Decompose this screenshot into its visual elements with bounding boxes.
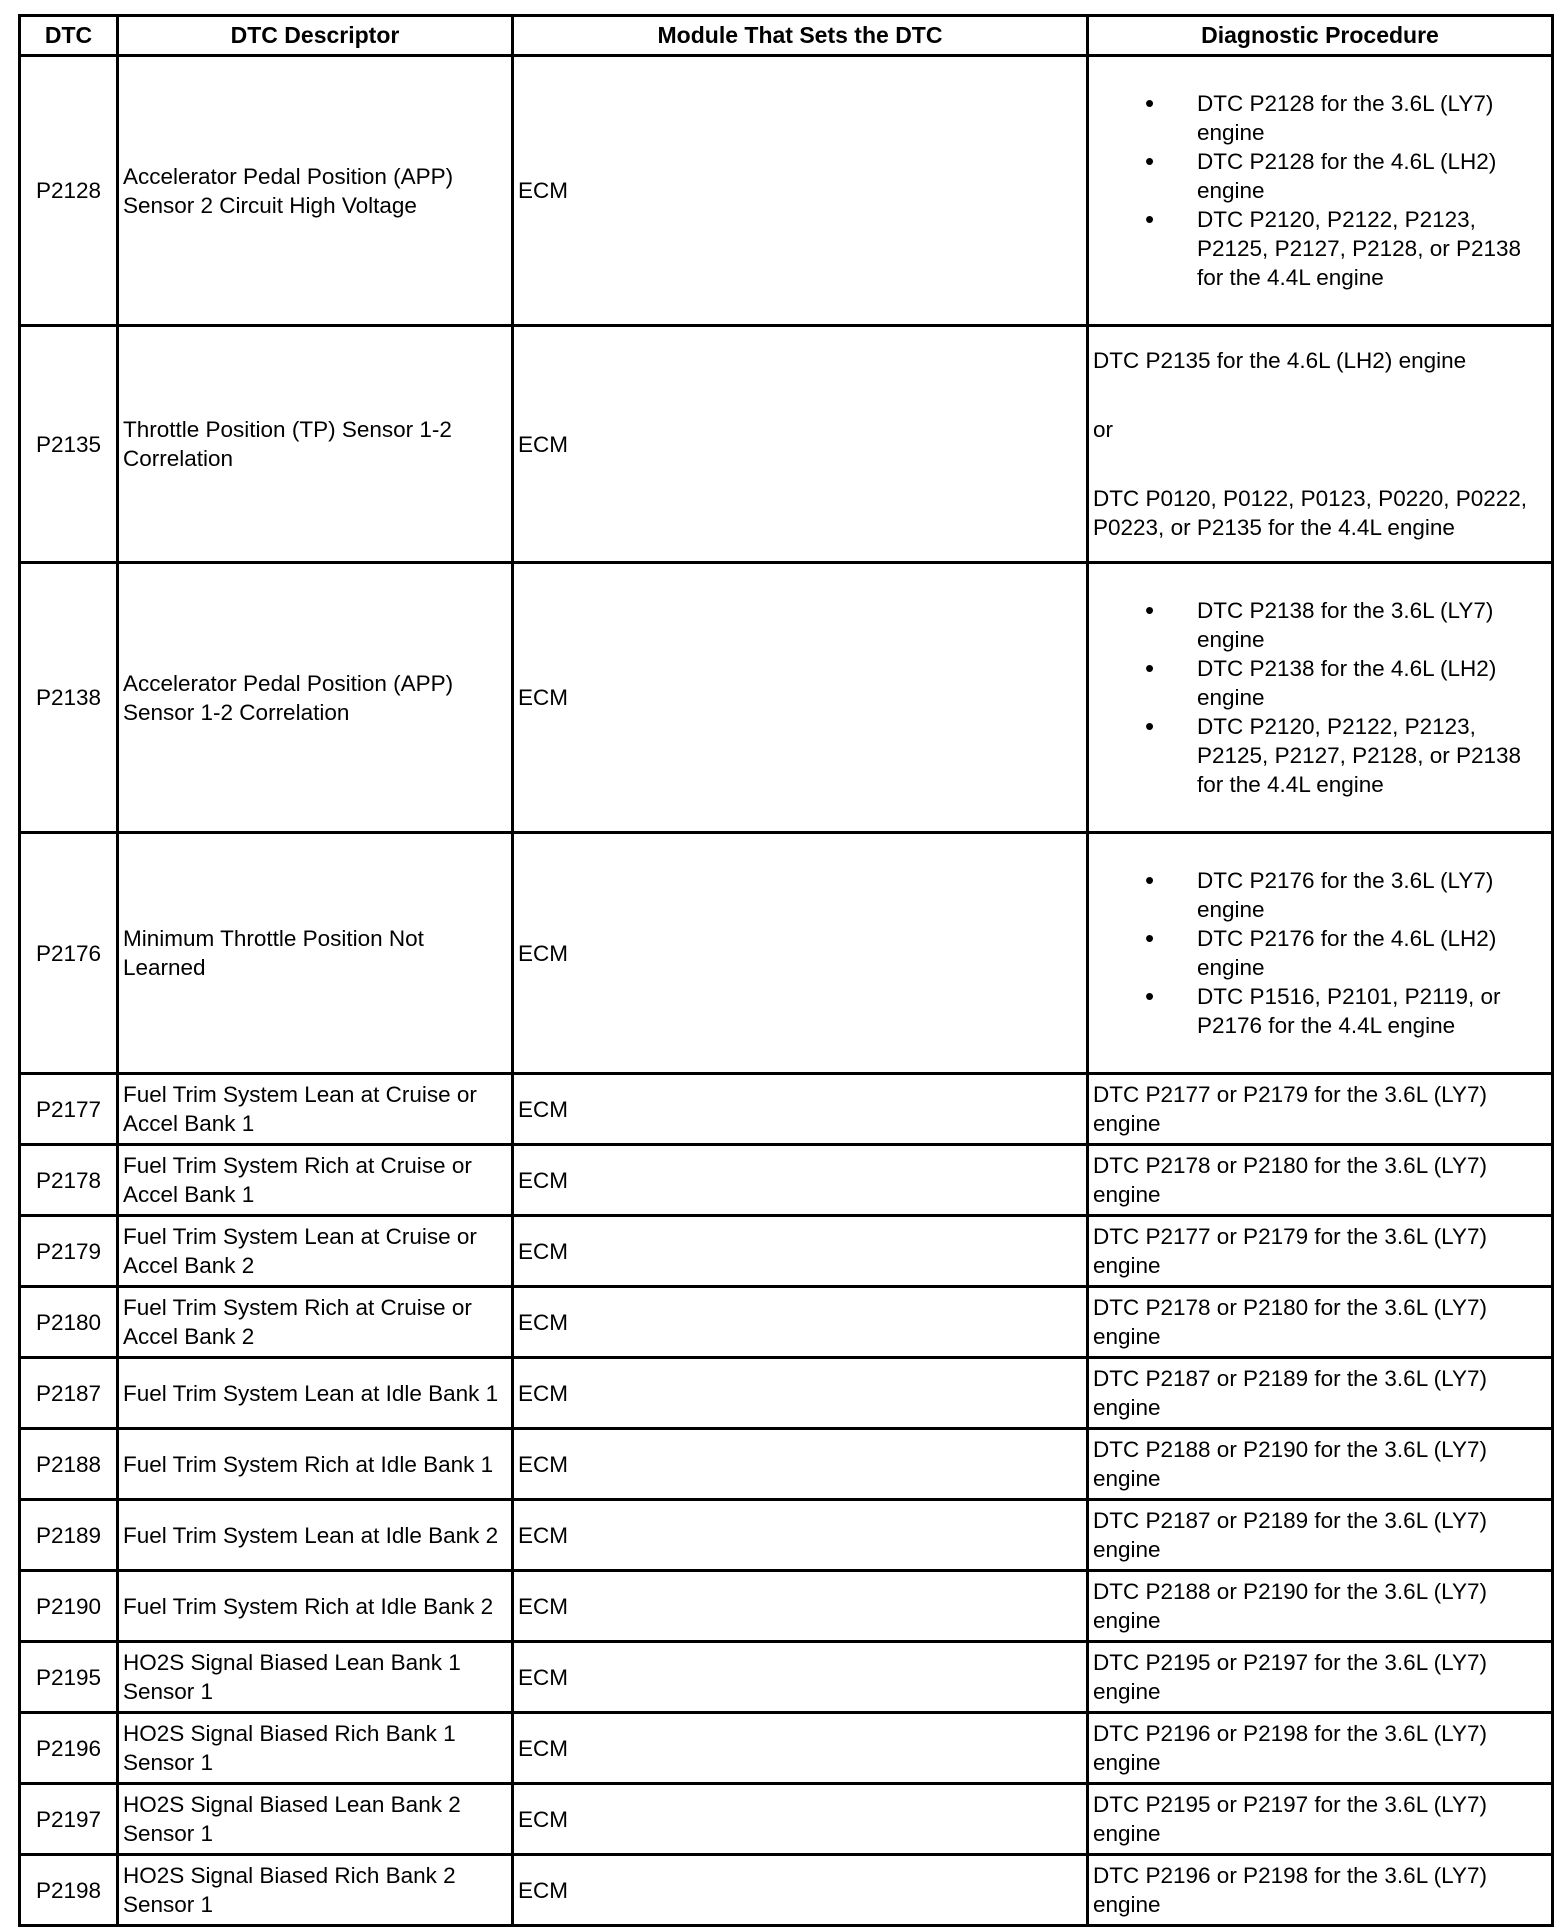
- dtc-descriptor: HO2S Signal Biased Lean Bank 2 Sensor 1: [118, 1784, 513, 1855]
- dtc-code: P2178: [20, 1145, 118, 1216]
- dtc-descriptor: Minimum Throttle Position Not Learned: [118, 833, 513, 1074]
- procedure-list: [1093, 866, 1547, 1040]
- procedure-line: DTC P2135 for the 4.6L (LH2) engine: [1093, 348, 1467, 373]
- header-descriptor: DTC Descriptor: [118, 16, 513, 56]
- table-row: [20, 1713, 1553, 1784]
- header-procedure: Diagnostic Procedure: [1088, 16, 1553, 56]
- dtc-code: P2128: [20, 56, 118, 326]
- dtc-descriptor: Fuel Trim System Rich at Idle Bank 2: [118, 1571, 513, 1642]
- dtc-module: ECM: [513, 1713, 1088, 1784]
- diagnostic-procedure: [1088, 563, 1553, 833]
- dtc-module: ECM: [513, 1642, 1088, 1713]
- table-row: [20, 1571, 1553, 1642]
- header-row: [20, 16, 1553, 56]
- dtc-module: ECM: [513, 1216, 1088, 1287]
- procedure-item: • DTC P2128 for the 4.6L (LH2) engine: [1093, 147, 1547, 205]
- dtc-code: P2177: [20, 1074, 118, 1145]
- dtc-code: P2135: [20, 326, 118, 563]
- dtc-module: ECM: [513, 1145, 1088, 1216]
- diagnostic-procedure: [1088, 56, 1553, 326]
- table-row: [20, 1500, 1553, 1571]
- diagnostic-procedure: DTC P2188 or P2190 for the 3.6L (LY7) engine: [1088, 1429, 1553, 1500]
- dtc-module: ECM: [513, 1429, 1088, 1500]
- dtc-module: ECM: [513, 1500, 1088, 1571]
- dtc-descriptor: Accelerator Pedal Position (APP) Sensor 2 Circuit High Voltage: [118, 56, 513, 326]
- dtc-descriptor: Throttle Position (TP) Sensor 1-2 Correlation: [118, 326, 513, 563]
- procedure-item: • DTC P2138 for the 4.6L (LH2) engine: [1093, 654, 1547, 712]
- diagnostic-procedure: DTC P2178 or P2180 for the 3.6L (LY7) engine: [1088, 1145, 1553, 1216]
- procedure-list: [1093, 596, 1547, 799]
- table-row: [20, 1429, 1553, 1500]
- table-row: [20, 1784, 1553, 1855]
- table-row: [20, 1642, 1553, 1713]
- table-row: [20, 833, 1553, 1074]
- dtc-module: ECM: [513, 1287, 1088, 1358]
- dtc-module: ECM: [513, 833, 1088, 1074]
- procedure-item: • DTC P2176 for the 3.6L (LY7) engine: [1093, 866, 1547, 924]
- diagnostic-procedure: DTC P2188 or P2190 for the 3.6L (LY7) engine: [1088, 1571, 1553, 1642]
- dtc-table: [18, 14, 1554, 1927]
- procedure-item: • DTC P2176 for the 4.6L (LH2) engine: [1093, 924, 1547, 982]
- dtc-descriptor: Fuel Trim System Rich at Cruise or Accel Bank 2: [118, 1287, 513, 1358]
- dtc-code: P2197: [20, 1784, 118, 1855]
- dtc-descriptor: Accelerator Pedal Position (APP) Sensor 1-2 Correlation: [118, 563, 513, 833]
- dtc-code: P2188: [20, 1429, 118, 1500]
- dtc-descriptor: Fuel Trim System Lean at Idle Bank 1: [118, 1358, 513, 1429]
- dtc-descriptor: HO2S Signal Biased Rich Bank 1 Sensor 1: [118, 1713, 513, 1784]
- dtc-descriptor: Fuel Trim System Rich at Idle Bank 1: [118, 1429, 513, 1500]
- diagnostic-procedure: DTC P2196 or P2198 for the 3.6L (LY7) engine: [1088, 1855, 1553, 1926]
- table-row: [20, 56, 1553, 326]
- dtc-module: ECM: [513, 1358, 1088, 1429]
- dtc-descriptor: HO2S Signal Biased Rich Bank 2 Sensor 1: [118, 1855, 513, 1926]
- diagnostic-procedure: [1088, 326, 1553, 563]
- table-row: [20, 1145, 1553, 1216]
- diagnostic-procedure: DTC P2196 or P2198 for the 3.6L (LY7) engine: [1088, 1713, 1553, 1784]
- dtc-module: ECM: [513, 563, 1088, 833]
- dtc-module: ECM: [513, 1784, 1088, 1855]
- dtc-module: ECM: [513, 1855, 1088, 1926]
- procedure-list: [1093, 89, 1547, 292]
- dtc-code: P2138: [20, 563, 118, 833]
- dtc-code: P2196: [20, 1713, 118, 1784]
- procedure-item: • DTC P1516, P2101, P2119, or P2176 for the 4.4L engine: [1093, 982, 1547, 1040]
- header-module: Module That Sets the DTC: [513, 16, 1088, 56]
- dtc-code: P2180: [20, 1287, 118, 1358]
- procedure-item: • DTC P2128 for the 3.6L (LY7) engine: [1093, 89, 1547, 147]
- dtc-descriptor: Fuel Trim System Lean at Cruise or Accel Bank 1: [118, 1074, 513, 1145]
- dtc-module: ECM: [513, 326, 1088, 563]
- procedure-item: • DTC P2120, P2122, P2123, P2125, P2127, P2128, or P2138 for the 4.4L engine: [1093, 712, 1547, 799]
- diagnostic-procedure: DTC P2177 or P2179 for the 3.6L (LY7) engine: [1088, 1074, 1553, 1145]
- diagnostic-procedure: DTC P2177 or P2179 for the 3.6L (LY7) engine: [1088, 1216, 1553, 1287]
- table-row: [20, 563, 1553, 833]
- diagnostic-procedure: DTC P2187 or P2189 for the 3.6L (LY7) engine: [1088, 1358, 1553, 1429]
- diagnostic-procedure: DTC P2195 or P2197 for the 3.6L (LY7) engine: [1088, 1642, 1553, 1713]
- diagnostic-procedure: [1088, 833, 1553, 1074]
- dtc-module: ECM: [513, 1571, 1088, 1642]
- dtc-descriptor: Fuel Trim System Lean at Idle Bank 2: [118, 1500, 513, 1571]
- dtc-descriptor: HO2S Signal Biased Lean Bank 1 Sensor 1: [118, 1642, 513, 1713]
- dtc-code: P2198: [20, 1855, 118, 1926]
- dtc-code: P2195: [20, 1642, 118, 1713]
- dtc-module: ECM: [513, 1074, 1088, 1145]
- dtc-descriptor: Fuel Trim System Rich at Cruise or Accel Bank 1: [118, 1145, 513, 1216]
- dtc-module: ECM: [513, 56, 1088, 326]
- table-row: [20, 1287, 1553, 1358]
- diagnostic-procedure: DTC P2195 or P2197 for the 3.6L (LY7) engine: [1088, 1784, 1553, 1855]
- table-row: [20, 1216, 1553, 1287]
- table-row: [20, 326, 1553, 563]
- dtc-code: P2176: [20, 833, 118, 1074]
- dtc-code: P2190: [20, 1571, 118, 1642]
- procedure-or: or: [1093, 417, 1114, 442]
- diagnostic-procedure: DTC P2178 or P2180 for the 3.6L (LY7) engine: [1088, 1287, 1553, 1358]
- dtc-descriptor: Fuel Trim System Lean at Cruise or Accel Bank 2: [118, 1216, 513, 1287]
- diagnostic-procedure: DTC P2187 or P2189 for the 3.6L (LY7) engine: [1088, 1500, 1553, 1571]
- table-row: [20, 1074, 1553, 1145]
- dtc-code: P2187: [20, 1358, 118, 1429]
- table-row: [20, 1358, 1553, 1429]
- procedure-item: • DTC P2138 for the 3.6L (LY7) engine: [1093, 596, 1547, 654]
- table-row: [20, 1855, 1553, 1926]
- procedure-item: • DTC P2120, P2122, P2123, P2125, P2127, P2128, or P2138 for the 4.4L engine: [1093, 205, 1547, 292]
- dtc-code: P2179: [20, 1216, 118, 1287]
- procedure-line: DTC P0120, P0122, P0123, P0220, P0222, P0223, or P2135 for the 4.4L engine: [1093, 486, 1528, 540]
- dtc-code: P2189: [20, 1500, 118, 1571]
- header-dtc: DTC: [20, 16, 118, 56]
